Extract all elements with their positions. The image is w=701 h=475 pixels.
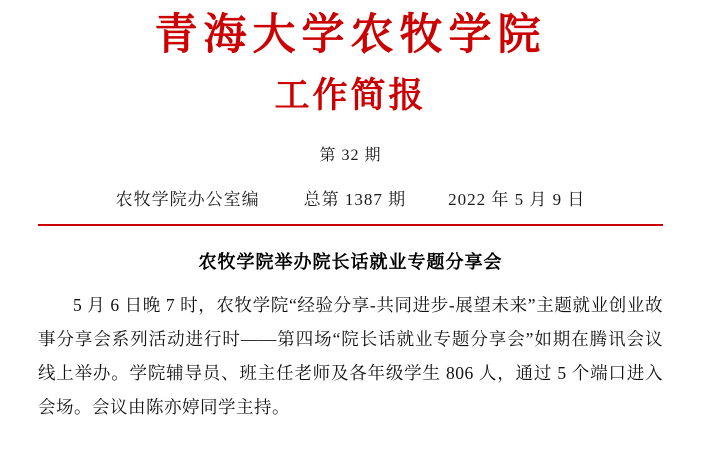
meta-date: 2022 年 5 月 9 日 bbox=[448, 189, 586, 209]
masthead-meta-row bbox=[38, 185, 663, 210]
issue-number: 第 32 期 bbox=[319, 146, 382, 164]
meta-total-issue: 总第 1387 期 bbox=[303, 189, 407, 209]
red-divider-rule bbox=[38, 224, 663, 226]
masthead-title: 青海大学农牧学院 bbox=[154, 10, 547, 60]
meta-editor: 农牧学院办公室编 bbox=[115, 189, 260, 209]
article-headline: 农牧学院举办院长话就业专题分享会 bbox=[198, 251, 503, 273]
article-paragraph: 5 月 6 日晚 7 时，农牧学院“经验分享-共同进步-展望未来”主题就业创业故事分享会系列活动进行时——第四场“院长话就业专题分享会”如期在腾讯会议线上举办。学院辅导员、班主任老师及各年级学生 806 人，通过 5 个端口进入会场。会议由陈亦婷同学主持。 bbox=[38, 294, 663, 418]
bulletin-title: 工作简报 bbox=[274, 75, 427, 117]
